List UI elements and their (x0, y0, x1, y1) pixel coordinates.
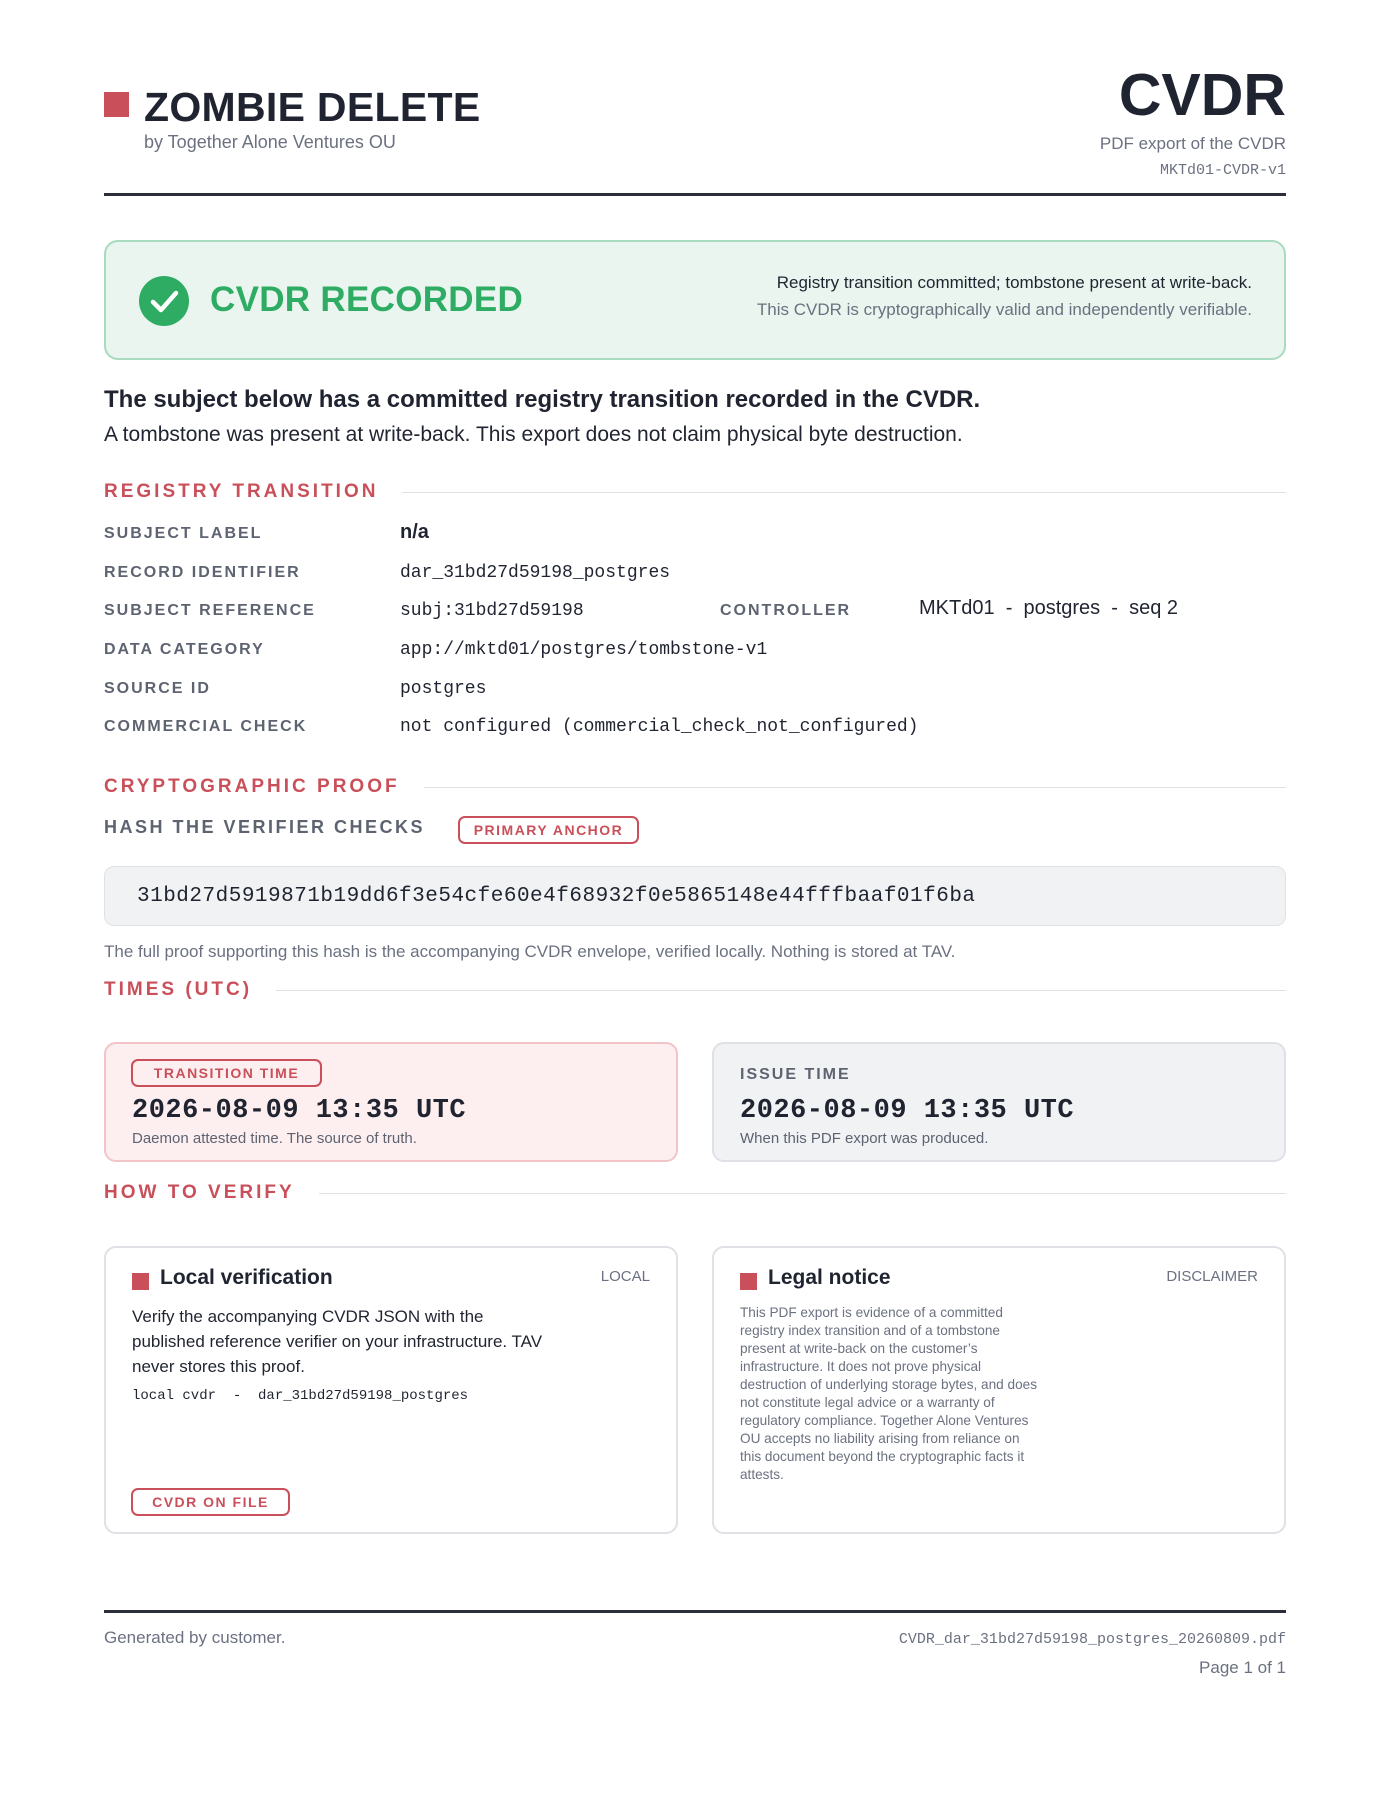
footer-filename: CVDR_dar_31bd27d59198_postgres_20260809.pdf (898, 1631, 1286, 1648)
commercial-check-label: COMMERCIAL CHECK (104, 718, 308, 735)
local-verification-title: Local verification (160, 1266, 333, 1289)
status-title: CVDR RECORDED (210, 280, 524, 319)
subject-label-value: n/a (400, 521, 429, 543)
section-how-to-verify (104, 1182, 1286, 1206)
local-verification-command: local cvdr - dar_31bd27d59198_postgres (132, 1388, 469, 1404)
section-times (104, 979, 1286, 1003)
controller-label: CONTROLLER (720, 602, 852, 619)
issue-time-value: 2026-08-09 13:35 UTC (740, 1096, 1075, 1126)
section-cryptographic-proof (104, 776, 1286, 800)
section-registry-transition (104, 481, 1286, 505)
status-line-1: Registry transition committed; tombstone present at write-back. (776, 273, 1252, 292)
hash-label: HASH THE VERIFIER CHECKS (104, 817, 426, 837)
primary-anchor-badge: PRIMARY ANCHOR (458, 816, 639, 844)
hash-value: 31bd27d5919871b19dd6f3e54cfe60e4f68932f0e5865148e44fffbaaf01f6ba (137, 885, 976, 908)
lead-body: A tombstone was present at write-back. This export does not claim physical byte destruction. (104, 423, 963, 446)
subject-label-label: SUBJECT LABEL (104, 525, 263, 542)
footer-generated: Generated by customer. (104, 1628, 286, 1647)
red-square-icon (132, 1273, 149, 1290)
section-divider (104, 990, 1286, 991)
document-title: CVDR (1118, 62, 1286, 128)
footer-page-number: Page 1 of 1 (1199, 1658, 1286, 1677)
document-heading (1100, 64, 1286, 179)
transition-time-note: Daemon attested time. The source of truth. (132, 1130, 417, 1147)
subject-reference-value: subj:31bd27d59198 (400, 601, 584, 621)
source-id-label: SOURCE ID (104, 680, 211, 697)
cvdr-on-file-badge: CVDR ON FILE (131, 1488, 290, 1516)
brand-title: ZOMBIE DELETE (144, 84, 481, 130)
data-category-value: app://mktd01/postgres/tombstone-v1 (400, 640, 768, 660)
status-line-2: This CVDR is cryptographically valid and independently verifiable. (756, 300, 1252, 319)
section-heading: TIMES (UTC) (104, 979, 276, 1001)
cvdr-document (104, 0, 1286, 1800)
record-identifier-label: RECORD IDENTIFIER (104, 564, 301, 581)
transition-time-card (104, 1042, 678, 1162)
brand-square-icon (104, 92, 129, 117)
transition-time-badge: TRANSITION TIME (131, 1059, 322, 1087)
issue-time-label: ISSUE TIME (740, 1066, 851, 1083)
red-square-icon (740, 1273, 757, 1290)
brand-subtitle: by Together Alone Ventures OU (144, 132, 396, 152)
subject-reference-label: SUBJECT REFERENCE (104, 602, 316, 619)
status-banner (104, 240, 1286, 360)
hash-note: The full proof supporting this hash is the accompanying CVDR envelope, verified locally. Nothing is stored at TAV. (104, 942, 956, 961)
document-subtitle: PDF export of the CVDR (1099, 134, 1286, 153)
lead-title: The subject below has a committed registry transition recorded in the CVDR. (104, 386, 981, 413)
record-identifier-value: dar_31bd27d59198_postgres (400, 563, 671, 583)
check-circle-icon (139, 276, 189, 326)
local-verification-body: Verify the accompanying CVDR JSON with the published reference verifier on your infrastructure. TAV never stores this proof. (132, 1307, 543, 1376)
source-id-value: postgres (400, 679, 487, 699)
issue-time-card (712, 1042, 1286, 1162)
legal-notice-body: This PDF export is evidence of a committed registry index transition and of a tombstone present at write-back on the customer’s infrastructure. It does not prove physical destruction of underlying storage bytes, and does not constitute legal advice or a warranty of regulatory compliance. Together Alone Ventures OU accepts no liability arising from reliance on this document beyond the cryptographic facts it attests. (740, 1305, 1037, 1482)
header-divider (104, 193, 1286, 196)
commercial-check-value: not configured (commercial_check_not_configured) (400, 717, 919, 737)
transition-time-value: 2026-08-09 13:35 UTC (132, 1096, 467, 1126)
issue-time-note: When this PDF export was produced. (740, 1130, 989, 1147)
data-category-label: DATA CATEGORY (104, 641, 265, 658)
hash-box (104, 866, 1286, 926)
controller-value: MKTd01 - postgres - seq 2 (919, 597, 1178, 619)
section-heading: CRYPTOGRAPHIC PROOF (104, 776, 424, 798)
section-heading: REGISTRY TRANSITION (104, 481, 402, 503)
document-code: MKTd01-CVDR-v1 (1159, 162, 1286, 179)
footer-divider (104, 1610, 1286, 1613)
local-verification-card (104, 1246, 678, 1534)
disclaimer-tag: DISCLAIMER (1166, 1268, 1258, 1285)
legal-notice-title: Legal notice (768, 1266, 891, 1289)
local-tag: LOCAL (600, 1268, 650, 1285)
legal-notice-card (712, 1246, 1286, 1534)
section-heading: HOW TO VERIFY (104, 1182, 319, 1204)
